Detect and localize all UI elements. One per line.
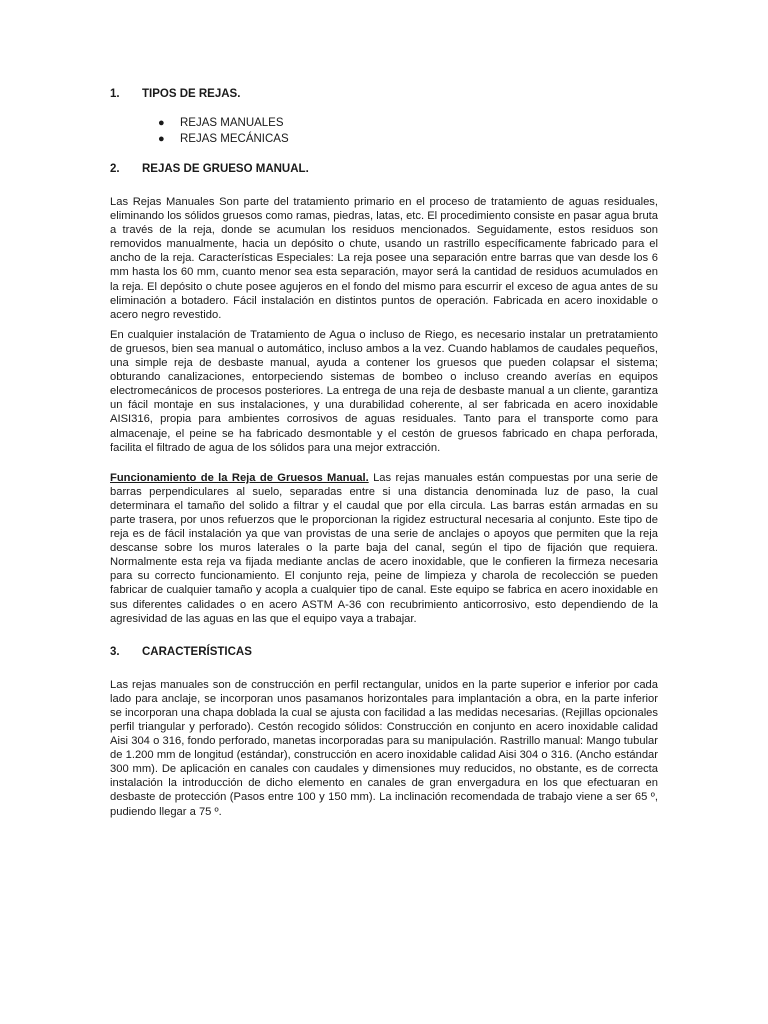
section-1-number: 1. xyxy=(110,88,120,100)
section-2-functioning-paragraph xyxy=(110,471,658,626)
list-item xyxy=(158,115,658,131)
section-1-title: TIPOS DE REJAS. xyxy=(142,88,241,100)
bullet-icon: ● xyxy=(158,133,165,145)
section-2-paragraph-2: En cualquier instalación de Tratamiento de Agua o incluso de Riego, es necesario instalar un pretratamiento de gruesos, bien sea manual o automático, incluso ambos a la vez. Cuando hablamos de caudales pequeños, una simple reja de desbaste manual, ayuda a contener los gruesos que pueden colapsar el sistema; obturando canalizaciones, entorpeciendo sistemas de bombeo o incluso creando averías en equipos electromecánicos de procesos posteriores. La entrega de una reja de desbaste manual a un cliente, garantiza un fácil montaje en sus instalaciones, y una durabilidad coherente, al ser fabricada en acero inoxidable AISI316, propia para ambientes corrosivos de aguas residuales. Tanto para el transporte como para almacenaje, el peine se ha fabricado desmontable y el cestón de gruesos fabricado en chapa perforada, facilita el filtrado de agua de los sólidos para una mejor extracción. xyxy=(110,328,658,454)
section-1-heading xyxy=(110,86,658,102)
bullet-text: REJAS MANUALES xyxy=(180,117,284,129)
section-1-bullet-list xyxy=(110,115,658,147)
section-3-number: 3. xyxy=(110,645,120,658)
functioning-text: Las rejas manuales están compuestas por una serie de barras perpendiculares al suelo, separadas entre si una distancia denominada luz de paso, la cual determinara el tamaño del solido a filtrar y el caudal que por ella circula. Las barras están armadas en su parte trasera, por unos refuerzos que le proporcionan la rigidez estructural necesaria al conjunto. Este tipo de reja es de fácil instalación ya que van provistas de una serie de anclajes o apoyos que permiten que la reja descanse sobre los muros laterales o la parte baja del canal, según el tipo de fijación que requiera. Normalmente esta reja va fijada mediante anclas de acero inoxidable, que le confieren la firmeza necesaria para su correcto funcionamiento. El conjunto reja, peine de limpieza y charola de recolección se pueden fabricar de cualquier tamaño y acopla a cualquier tipo de canal. Este equipo se fabrica en acero inoxidable en sus diferentes calidades o en acero ASTM A-36 con recubrimiento anticorrosivo, esto dependiendo de la agresividad de las aguas en las que el equipo vaya a trabajar. xyxy=(110,471,659,625)
bullet-icon: ● xyxy=(158,117,165,129)
functioning-lead: Funcionamiento de la Reja de Gruesos Manual. xyxy=(110,471,369,484)
section-2-heading xyxy=(110,161,658,177)
section-3-title: CARACTERÍSTICAS xyxy=(142,645,252,658)
bullet-text: REJAS MECÁNICAS xyxy=(180,133,289,145)
section-2-paragraph-1: Las Rejas Manuales Son parte del tratamiento primario en el proceso de tratamiento de aguas residuales, eliminando los sólidos gruesos como ramas, piedras, latas, etc. El procedimiento consiste en pasar agua bruta a través de la reja, donde se acumulan los residuos mencionados. Seguidamente, estos residuos son removidos manualmente, hacia un depósito o chute, usando un rastrillo específicamente fabricado para el ancho de la reja. Características Especiales: La reja posee una separación entre barras que van desde los 6 mm hasta los 60 mm, cuanto menor sea esta separación, mayor será la cantidad de residuos acumulados en la reja. El depósito o chute posee agujeros en el fondo del mismo para escurrir el exceso de agua antes de su eliminación a botadero. Fácil instalación en distintos puntos de operación. Fabricada en acero inoxidable o acero negro revestido. xyxy=(110,196,658,321)
section-2-number: 2. xyxy=(110,163,120,175)
section-3-heading xyxy=(110,644,658,660)
list-item xyxy=(158,131,658,147)
section-3-paragraph-1: Las rejas manuales son de construcción en perfil rectangular, unidos en la parte superior e inferior por cada lado para anclaje, se incorporan unos pasamanos horizontales para implantación a obra, en la parte inferior se incorporan una chapa doblada la cual se ajusta con facilidad a las medidas necesarias. (Rejillas opcionales perfil triangular y perforado). Cestón recogido sólidos: Construcción en conjunto en acero inoxidable calidad Aisi 304 o 316, fondo perforado, manetas incorporadas para su manipulación. Rastrillo manual: Mango tubular de 1.200 mm de longitud (estándar), construcción en acero inoxidable calidad Aisi 304 o 316. (Ancho estándar 300 mm). De aplicación en canales con caudales y dimensiones muy reducidos, no obstante, es de correcta instalación la introducción de dicho elemento en canales de gran envergadura en los que efectuaran en desbaste de protección (Pasos entre 100 y 150 mm). La inclinación recomendada de trabajo viene a ser 65 º, pudiendo llegar a 75 º. xyxy=(110,678,658,818)
section-2-title: REJAS DE GRUESO MANUAL. xyxy=(142,163,309,175)
